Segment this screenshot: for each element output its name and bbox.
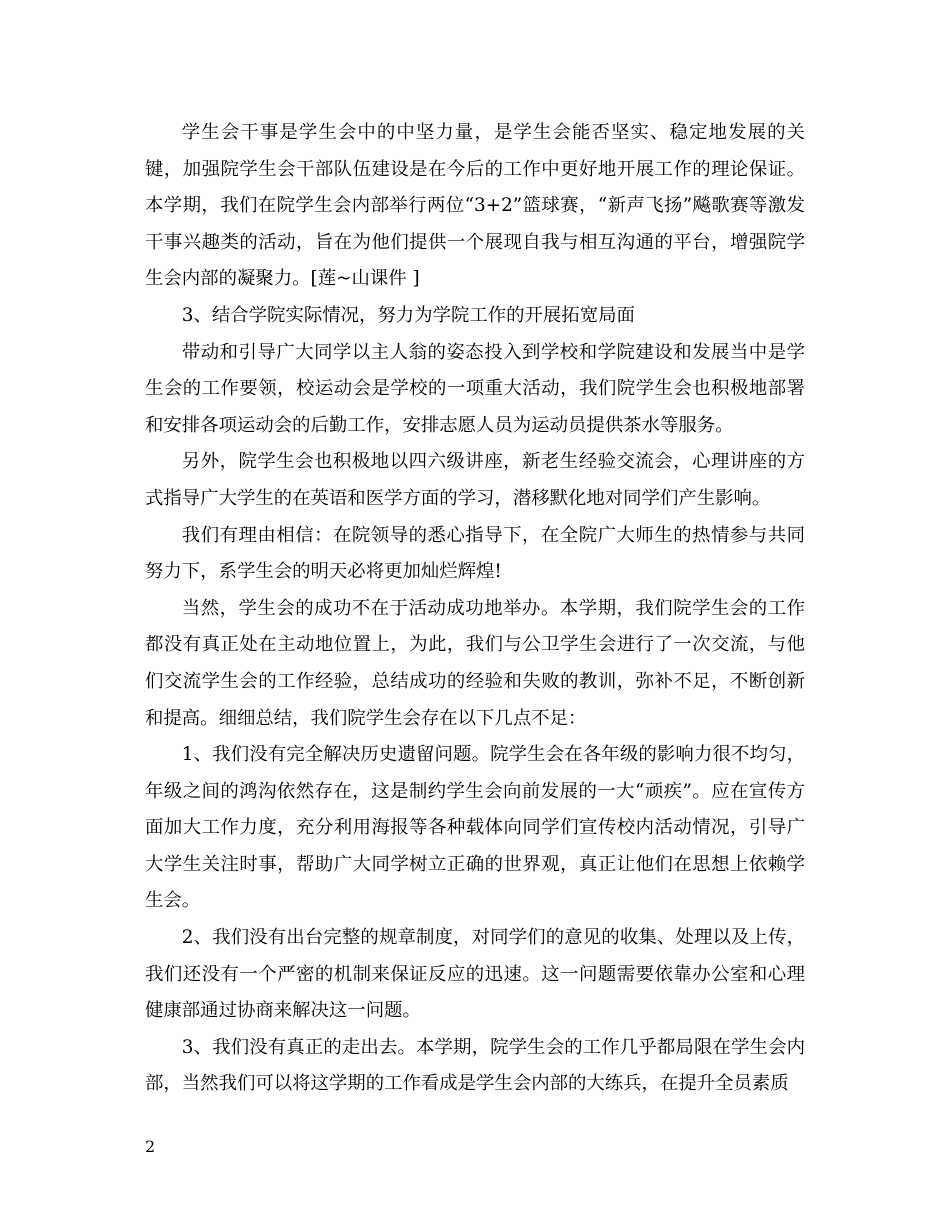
paragraph: 学生会干事是学生会中的中坚力量，是学生会能否坚实、稳定地发展的关键，加强院学生会干部队伍建设是在今后的工作中更好地开展工作的理论保证。本学期，我们在院学生会内部举行两位“3+2”篮球赛，“新声飞扬”飚歌赛等激发干事兴趣类的活动，旨在为他们提供一个展现自我与相互沟通的平台，增强院学生会内部的凝聚力。[莲~山课件 ] (145, 122, 805, 290)
paragraph: 另外，院学生会也积极地以四六级讲座，新老生经验交流会，心理讲座的方式指导广大学生的在英语和医学方面的学习，潜移默化地对同学们产生影响。 (145, 451, 805, 509)
document-body (145, 115, 805, 1103)
paragraph: 当然，学生会的成功不在于活动成功地举办。本学期，我们院学生会的工作都没有真正处在主动地位置上，为此，我们与公卫学生会进行了一次交流，与他们交流学生会的工作经验，总结成功的经验和失败的教训，弥补不足，不断创新和提高。细细总结，我们院学生会存在以下几点不足： (145, 597, 805, 729)
list-item: 2、我们没有出台完整的规章制度，对同学们的意见的收集、处理以及上传，我们还没有一个严密的机制来保证反应的迅速。这一问题需要依靠办公室和心理健康部通过协商来解决这一问题。 (145, 927, 805, 1022)
list-item: 1、我们没有完全解决历史遗留问题。院学生会在各年级的影响力很不均匀，年级之间的鸿沟依然存在，这是制约学生会向前发展的一大“顽疾”。应在宣传方面加大工作力度，充分利用海报等各种载体向同学们宣传校内活动情况，引导广大学生关注时事，帮助广大同学树立正确的世界观，真正让他们在思想上依赖学生会。 (145, 744, 805, 912)
paragraph: 带动和引导广大同学以主人翁的姿态投入到学校和学院建设和发展当中是学生会的工作要领，校运动会是学校的一项重大活动，我们院学生会也积极地部署和安排各项运动会的后勤工作，安排志愿人员为运动员提供茶水等服务。 (145, 341, 805, 436)
list-item: 3、我们没有真正的走出去。本学期，院学生会的工作几乎都局限在学生会内部，当然我们可以将这学期的工作看成是学生会内部的大练兵，在提升全员素质 (145, 1036, 805, 1095)
section-heading: 3、结合学院实际情况，努力为学院工作的开展拓宽局面 (181, 304, 635, 326)
paragraph: 我们有理由相信：在院领导的悉心指导下，在全院广大师生的热情参与共同努力下，系学生会的明天必将更加灿烂辉煌! (145, 524, 805, 583)
page-number: 2 (145, 1137, 156, 1156)
